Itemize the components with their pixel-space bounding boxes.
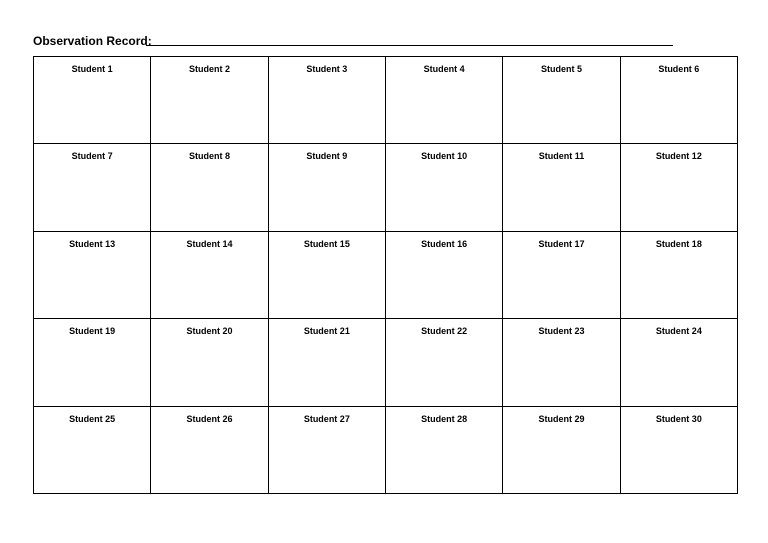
student-cell[interactable] xyxy=(503,232,620,319)
student-label: Student 2 xyxy=(188,64,230,74)
student-label: Student 3 xyxy=(306,64,348,74)
student-cell[interactable] xyxy=(503,144,620,231)
student-label: Student 27 xyxy=(303,413,350,424)
student-cell[interactable] xyxy=(386,57,503,144)
student-label: Student 25 xyxy=(69,413,116,424)
student-cell[interactable] xyxy=(621,144,738,231)
observation-record-line[interactable] xyxy=(146,45,673,46)
student-label: Student 22 xyxy=(421,326,468,337)
student-cell[interactable] xyxy=(269,407,386,494)
student-cell[interactable] xyxy=(269,57,386,144)
student-label: Student 9 xyxy=(306,151,348,162)
student-cell[interactable] xyxy=(386,144,503,231)
student-label: Student 21 xyxy=(303,326,350,337)
student-cell[interactable] xyxy=(621,232,738,319)
student-cell[interactable] xyxy=(386,232,503,319)
student-cell[interactable] xyxy=(386,319,503,406)
student-cell[interactable] xyxy=(151,57,268,144)
student-label: Student 11 xyxy=(538,151,585,162)
student-label: Student 20 xyxy=(186,326,233,337)
student-cell[interactable] xyxy=(34,407,151,494)
student-cell[interactable] xyxy=(34,232,151,319)
student-cell[interactable] xyxy=(34,319,151,406)
student-cell[interactable] xyxy=(151,144,268,231)
observation-record-header xyxy=(33,33,673,49)
student-label: Student 4 xyxy=(423,64,465,74)
observation-record-label: Observation Record: xyxy=(33,34,152,48)
student-label: Student 12 xyxy=(655,151,702,162)
student-label: Student 6 xyxy=(658,64,700,74)
student-cell[interactable] xyxy=(621,57,738,144)
student-cell[interactable] xyxy=(503,57,620,144)
student-cell[interactable] xyxy=(503,319,620,406)
student-label: Student 16 xyxy=(421,238,468,249)
student-label: Student 13 xyxy=(69,238,116,249)
student-label: Student 23 xyxy=(538,326,585,337)
student-cell[interactable] xyxy=(151,319,268,406)
student-cell[interactable] xyxy=(269,144,386,231)
student-label: Student 26 xyxy=(186,413,233,424)
student-label: Student 5 xyxy=(540,64,582,74)
student-cell[interactable] xyxy=(34,57,151,144)
student-label: Student 24 xyxy=(655,326,702,337)
student-cell[interactable] xyxy=(269,319,386,406)
student-label: Student 19 xyxy=(69,326,116,337)
student-label: Student 7 xyxy=(71,151,113,162)
student-label: Student 1 xyxy=(71,64,113,74)
student-cell[interactable] xyxy=(621,407,738,494)
student-cell[interactable] xyxy=(151,407,268,494)
student-cell[interactable] xyxy=(151,232,268,319)
student-cell[interactable] xyxy=(621,319,738,406)
student-label: Student 8 xyxy=(188,151,230,162)
student-label: Student 14 xyxy=(186,238,233,249)
student-grid xyxy=(33,56,738,494)
student-label: Student 18 xyxy=(655,238,702,249)
student-cell[interactable] xyxy=(269,232,386,319)
student-label: Student 15 xyxy=(303,238,350,249)
student-label: Student 17 xyxy=(538,238,585,249)
student-label: Student 30 xyxy=(655,413,702,424)
student-label: Student 10 xyxy=(421,151,468,162)
student-cell[interactable] xyxy=(386,407,503,494)
student-label: Student 29 xyxy=(538,413,585,424)
student-cell[interactable] xyxy=(503,407,620,494)
student-cell[interactable] xyxy=(34,144,151,231)
student-label: Student 28 xyxy=(421,413,468,424)
